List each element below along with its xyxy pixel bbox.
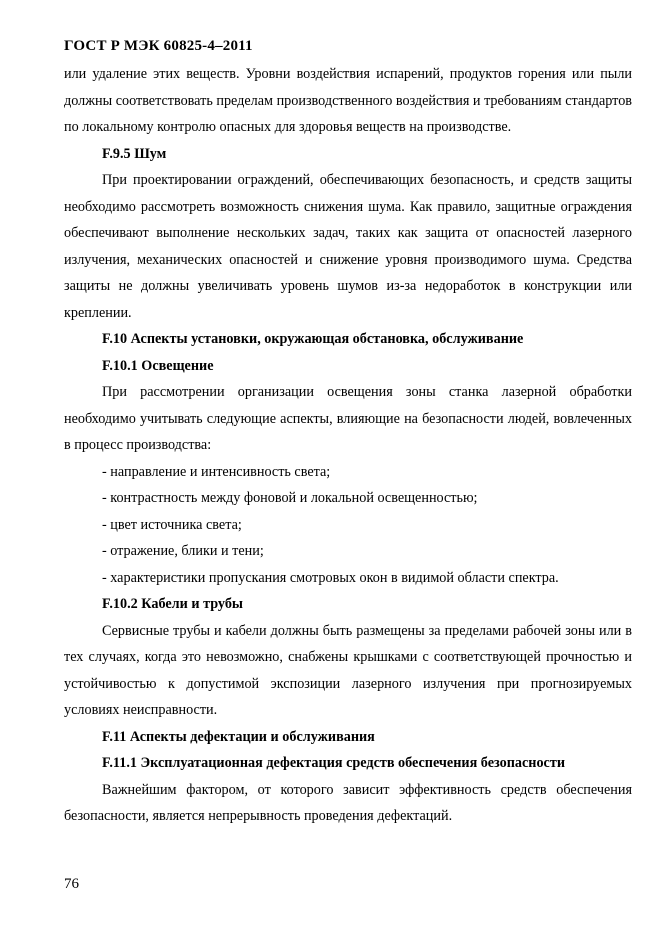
section-heading-f10-2: F.10.2 Кабели и трубы: [102, 596, 244, 612]
list-item: - характеристики пропускания смотровых окон в видимой области спектра.: [102, 569, 559, 586]
document-header: ГОСТ Р МЭК 60825-4–2011: [64, 38, 253, 54]
list-item: - направление и интенсивность света;: [102, 463, 331, 480]
paragraph-cables: Сервисные трубы и кабели должны быть размещены за пределами рабочей зоны или в тех случаях, когда это невозможно, снабжены крышками с соответствующей прочностью и устойчивостью к допустимой экспозиции лазерного излучения при прогнозируемых условиях неисправности.: [64, 622, 632, 718]
list-item: - цвет источника света;: [102, 516, 242, 533]
paragraph-noise: При проектировании ограждений, обеспечивающих безопасность, и средств защиты необходимо рассмотреть возможность снижения шума. Как правило, защитные ограждения обеспечивают выполнение нескольких задач, таких как защита от опасностей лазерного излучения, механических опасностей и снижение уровня производимого шума. Средства защиты не должны увеличивать уровень шумов из-за недоработок в конструкции или креплении.: [64, 172, 632, 321]
paragraph-continuation: или удаление этих веществ. Уровни воздействия испарений, продуктов горения или пыли должны соответствовать пределам производственного воздействия и требованиям стандартов по локальному контролю опасных для здоровья веществ на производстве.: [64, 66, 632, 135]
section-heading-f10: F.10 Аспекты установки, окружающая обстановка, обслуживание: [102, 331, 524, 347]
list-item: - отражение, блики и тени;: [102, 543, 264, 559]
section-heading-f10-1: F.10.1 Освещение: [102, 357, 214, 374]
paragraph-inspection: Важнейшим фактором, от которого зависит эффективность средств обеспечения безопасности, является непрерывность проведения дефектаций.: [64, 781, 632, 824]
paragraph-lighting: При рассмотрении организации освещения зоны станка лазерной обработки необходимо учитывать следующие аспекты, влияющие на безопасности людей, вовлеченных в процесс производства:: [64, 384, 632, 453]
document-body: [64, 61, 632, 830]
page-number: 76: [64, 876, 79, 892]
section-heading-f9-5: F.9.5 Шум: [102, 145, 167, 162]
section-heading-f11: F.11 Аспекты дефектации и обслуживания: [102, 728, 375, 745]
list-item: - контрастность между фоновой и локальной освещенностью;: [102, 490, 478, 506]
section-heading-f11-1: F.11.1 Эксплуатационная дефектация средств обеспечения безопасности: [102, 755, 565, 771]
